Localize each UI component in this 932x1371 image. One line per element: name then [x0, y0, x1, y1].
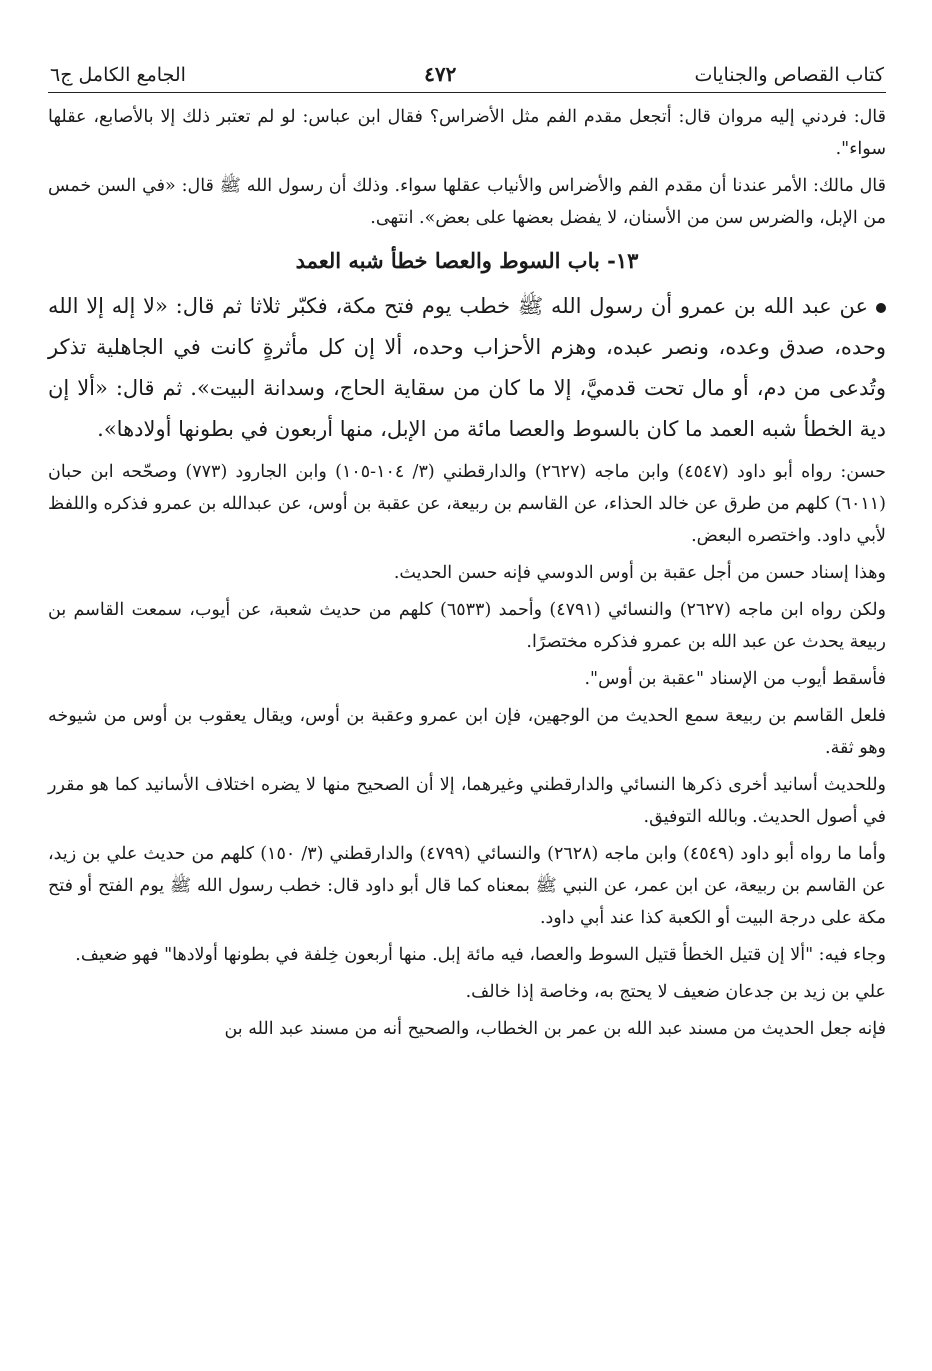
- commentary-paragraph-1: حسن: رواه أبو داود (٤٥٤٧) وابن ماجه (٢٦٢٧) والدارقطني (٣/ ١٠٤-١٠٥) وابن الجارود (٧٧٣) وصحّحه ابن حبان (٦٠١١) كلهم من طرق عن خالد الحذاء، عن القاسم بن ربيعة، عن عقبة بن أوس، عن عبدالله بن عمرو فذكره واللفظ لأبي داود. واختصره البعض.: [48, 462, 886, 546]
- commentary-paragraph-5: فلعل القاسم بن ربيعة سمع الحديث من الوجهين، فإن ابن عمرو وعقبة بن أوس، ويقال يعقوب بن أوس من شيوخه وهو ثقة.: [48, 706, 886, 758]
- commentary-paragraph-8: وجاء فيه: "ألا إن قتيل الخطأ قتيل السوط والعصا، فيه مائة إبل. منها أربعون خِلفة في بطونها أولادها" فهو ضعيف.: [75, 945, 886, 965]
- commentary-paragraph-3: ولكن رواه ابن ماجه (٢٦٢٧) والنسائي (٤٧٩١) وأحمد (٦٥٣٣) كلهم من حديث شعبة، عن أيوب، سمعت القاسم بن ربيعة يحدث عن عبد الله بن عمرو فذكره مختصرًا.: [48, 600, 886, 652]
- running-header: [48, 62, 886, 93]
- section-heading: ١٣- باب السوط والعصا خطأ شبه العمد: [295, 248, 639, 273]
- commentary-paragraph-2: وهذا إسناد حسن من أجل عقبة بن أوس الدوسي فإنه حسن الحديث.: [393, 563, 886, 583]
- document-page: [48, 62, 886, 1045]
- bullet-icon: [876, 303, 886, 313]
- commentary-paragraph-10: فإنه جعل الحديث من مسند عبد الله بن عمر بن الخطاب، والصحيح أنه من مسند عبد الله بن: [224, 1019, 886, 1039]
- page-number: ٤٧٢: [424, 62, 457, 86]
- commentary-paragraph-9: علي بن زيد بن جدعان ضعيف لا يحتج به، وخاصة إذا خالف.: [465, 982, 886, 1002]
- volume-title: الجامع الكامل ج٦: [50, 64, 186, 86]
- hadith-body: عن عبد الله بن عمرو أن رسول الله ﷺ خطب يوم فتح مكة، فكبّر ثلاثا ثم قال: «لا إله إلا الله وحده، صدق وعده، ونصر عبده، وهزم الأحزاب وحده، ألا إن كل مأثرةٍ كانت في الجاهلية تذكر وتُدعى من دم، أو مال تحت قدميَّ، إلا ما كان من سقاية الحاج، وسدانة البيت». ثم قال: «ألا إن دية الخطأ شبه العمد ما كان بالسوط والعصا مائة من الإبل، منها أربعون في بطونها أولادها».: [48, 294, 886, 441]
- hadith-text: [48, 286, 886, 450]
- commentary-paragraph-7: وأما ما رواه أبو داود (٤٥٤٩) وابن ماجه (٢٦٢٨) والنسائي (٤٧٩٩) والدارقطني (٣/ ١٥٠) كلهم من حديث علي بن زيد، عن القاسم بن ربيعة، عن ابن عمر، عن النبي ﷺ بمعناه كما قال أبو داود قال: خطب رسول الله ﷺ يوم الفتح أو فتح مكة على درجة البيت أو الكعبة كذا عند أبي داود.: [48, 844, 886, 928]
- commentary-paragraph-6: وللحديث أسانيد أخرى ذكرها النسائي والدارقطني وغيرهما، إلا أن الصحيح منها لا يضره اختلاف الأسانيد كما هو مقرر في أصول الحديث. وبالله التوفيق.: [48, 775, 886, 827]
- paragraph-top-2: قال مالك: الأمر عندنا أن مقدم الفم والأضراس والأنياب عقلها سواء. وذلك أن رسول الله ﷺ قال: «في السن خمس من الإبل، والضرس سن من الأسنان، لا يفضل بعضها على بعض». انتهى.: [48, 176, 886, 228]
- paragraph-top-1: قال: فردني إليه مروان قال: أتجعل مقدم الفم مثل الأضراس؟ فقال ابن عباس: لو لم تعتبر ذلك إلا بالأصابع، عقلها سواء".: [48, 107, 886, 159]
- book-title: كتاب القصاص والجنايات: [694, 64, 884, 86]
- commentary-paragraph-4: فأسقط أيوب من الإسناد "عقبة بن أوس".: [584, 669, 886, 689]
